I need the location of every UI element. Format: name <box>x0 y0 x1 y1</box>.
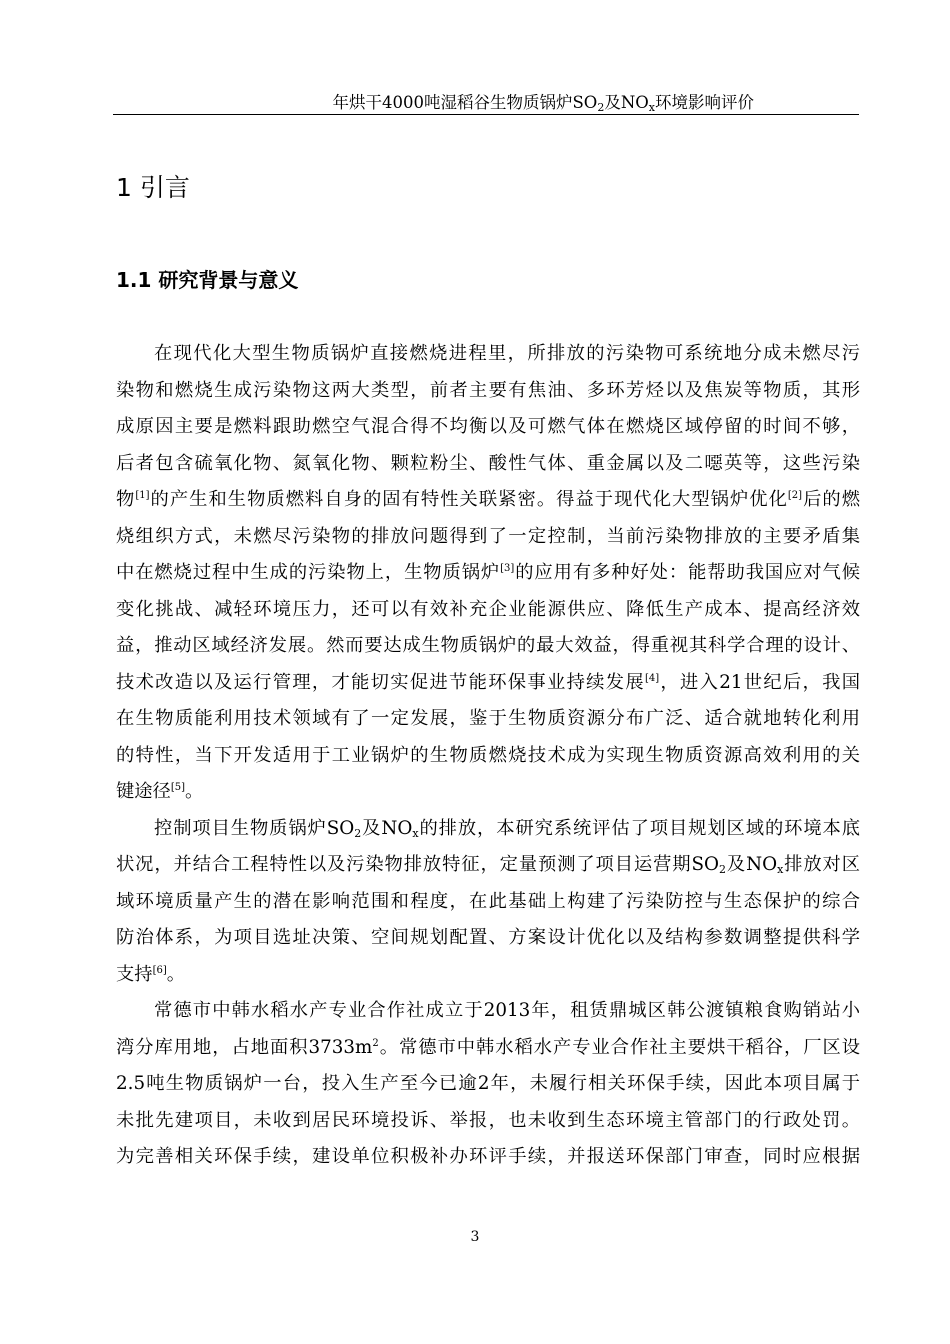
paragraph-1-line: 成原因主要是燃料跟助燃空气混合得不均衡以及可燃气体在燃烧区域停留的时间不够， <box>116 416 860 437</box>
paragraph-3-line: 湾分库用地，占地面积$3733m^2$。常德市中韩水稻水产专业合作社主要烘干稻谷，厂区设 <box>116 1036 861 1058</box>
paragraph-1-line: 物[1]的产生和生物质燃料自身的固有特性关联紧密。得益于现代化大型锅炉优化[2]后的燃 <box>116 489 861 510</box>
paragraph-1-line: 的特性，当下开发适用于工业锅炉的生物质燃烧技术成为实现生物质资源高效利用的关 <box>116 744 860 766</box>
paragraph-1-line: 键途径[5]。 <box>116 781 204 802</box>
paragraph-1-line: 后者包含硫氧化物、氮氧化物、颗粒粉尘、酸性气体、重金属以及二噁英等，这些污染 <box>116 452 860 474</box>
citation: [2] <box>787 490 803 501</box>
paragraph-1-line: 在生物质能利用技术领域有了一定发展，鉴于生物质资源分布广泛、适合就地转化利用 <box>116 708 860 729</box>
paragraph-2-line: 控制项目生物质锅炉$SO_2$及$NO_x$的排放，本研究系统评估了项目规划区域的环境本底 <box>154 817 861 840</box>
paragraph-2-line: 防治体系，为项目选址决策、空间规划配置、方案设计优化以及结构参数调整提供科学 <box>116 927 860 948</box>
paragraph-1-line: 烧组织方式，未燃尽污染物的排放问题得到了一定控制，当前污染物排放的主要矛盾集 <box>116 525 860 547</box>
paragraph-1-line: 中在燃烧过程中生成的污染物上，生物质锅炉[3]的应用有多种好处：能帮助我国应对气候 <box>116 562 861 583</box>
paragraph-1-line: 染物和燃烧生成污染物这两大类型，前者主要有焦油、多环芳烃以及焦炭等物质，其形 <box>116 379 860 401</box>
running-header-text: 年烘干4000吨湿稻谷生物质锅炉$SO_2$及$NO_x$环境影响评价 <box>332 93 754 114</box>
paragraph-3-line: 为完善相关环保手续，建设单位积极补办环评手续，并报送环保部门审查，同时应根据 <box>116 1146 860 1167</box>
paragraph-2-line: 状况，并结合工程特性以及污染物排放特征，定量预测了项目运营期$SO_2$及$NO_x$排放对区 <box>116 854 861 876</box>
citation: [1] <box>135 490 150 501</box>
running-header <box>113 92 859 115</box>
chapter-title: 1 引言 <box>116 173 190 202</box>
citation: [6] <box>152 964 167 976</box>
paragraph-1-line: 变化挑战、减轻环境压力，还可以有效补充企业能源供应、降低生产成本、提高经济效 <box>116 598 860 620</box>
paragraph-1-line: 在现代化大型生物质锅炉直接燃烧进程里，所排放的污染物可系统地分成未燃尽污 <box>154 343 860 364</box>
paragraph-3-line: 未批先建项目，未收到居民环境投诉、举报，也未收到生态环境主管部门的行政处罚。 <box>116 1109 860 1131</box>
paragraph-3-line: 2.5吨生物质锅炉一台，投入生产至今已逾2年，未履行相关环保手续，因此本项目属于 <box>116 1073 860 1094</box>
citation: [4] <box>644 672 660 684</box>
section-title: 1.1 研究背景与意义 <box>116 268 299 292</box>
paragraph-3-line: 常德市中韩水稻水产专业合作社成立于2013年，租赁鼎城区韩公渡镇粮食购销站小 <box>154 1000 860 1021</box>
page-number: 3 <box>470 1229 480 1245</box>
body-text <box>116 341 860 1181</box>
citation: [3] <box>500 563 515 574</box>
paragraph-2-line: 域环境质量产生的潜在影响范围和程度，在此基础上构建了污染防控与生态保护的综合 <box>116 890 860 912</box>
paragraph-2-line: 支持[6]。 <box>116 963 186 985</box>
citation: [5] <box>170 782 186 793</box>
paragraph-1-line: 技术改造以及运行管理，才能切实促进节能环保事业持续发展[4]，进入21世纪后，我国 <box>116 671 861 693</box>
paragraph-1-line: 益，推动区域经济发展。然而要达成生物质锅炉的最大效益，得重视其科学合理的设计、 <box>116 635 860 656</box>
